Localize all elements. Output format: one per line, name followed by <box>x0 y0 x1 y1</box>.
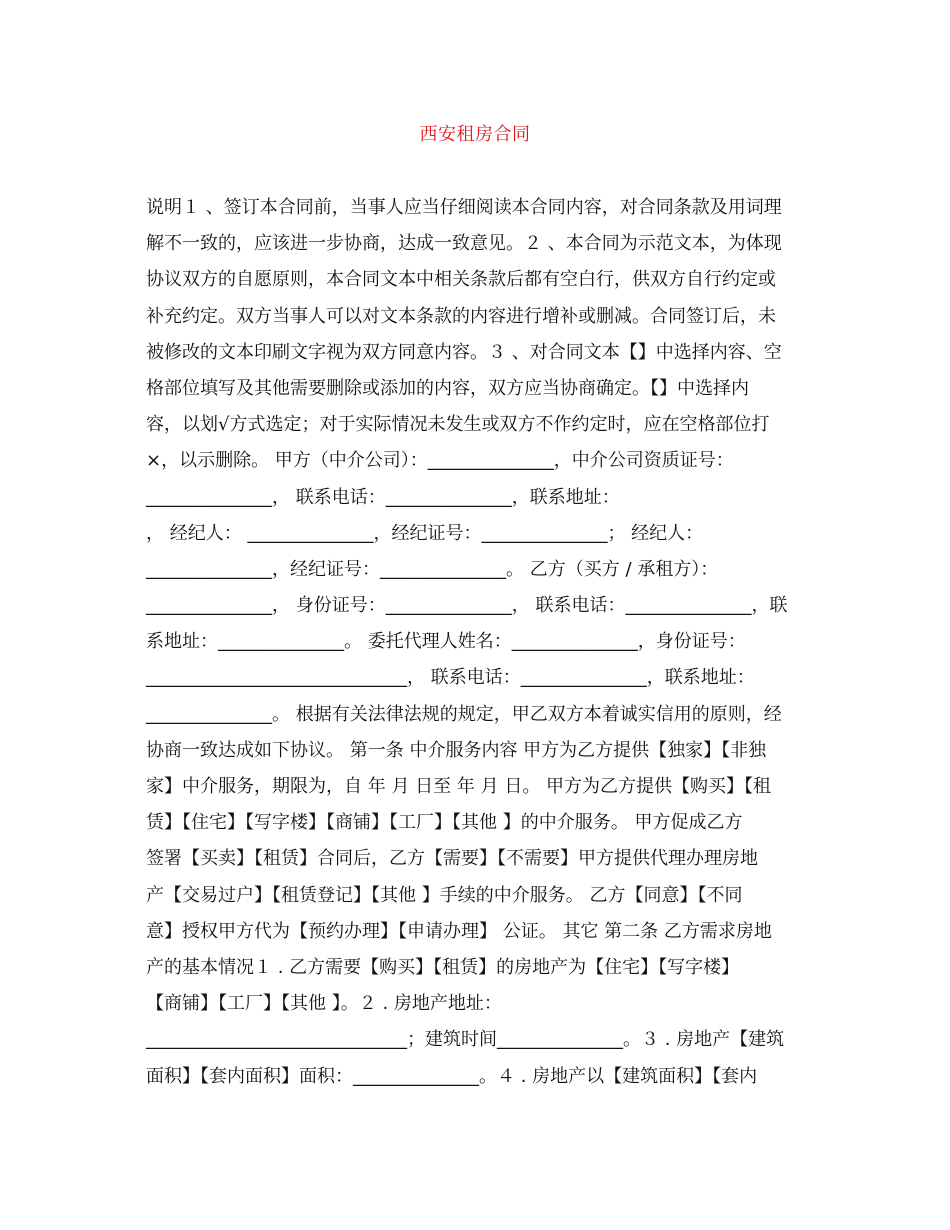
body-line: 协商一致达成如下协议。 第一条 中介服务内容 甲方为乙方提供【独家】【非独 <box>146 739 767 761</box>
body-line: 被修改的文本印刷文字视为双方同意内容。３ 、对合同文本【】中选择内容、空 <box>146 341 782 363</box>
body-line: 面积】【套内面积】面积：______________。４ . 房地产以【建筑面积】【套内 <box>146 1065 758 1087</box>
body-line: 赁】【住宅】【写字楼】【商铺】【工厂】【其他 】的中介服务。 甲方促成乙方 <box>146 812 743 834</box>
body-line: ， 经纪人： ______________，经纪证号：______________； 经纪人： <box>146 522 704 544</box>
body-line: ______________，经纪证号：______________。 乙方（买方 / 承租方）： <box>146 558 719 580</box>
contract-body <box>146 190 806 1095</box>
body-line: 意】授权甲方代为【预约办理】【申请办理】 公证。 其它 第二条 乙方需求房地 <box>146 920 772 942</box>
body-line: 补充约定。双方当事人可以对文本条款的内容进行增补或删减。合同签订后，未 <box>146 305 776 327</box>
document-title: 西安租房合同 <box>419 124 531 145</box>
body-line: 解不一致的，应该进一步协商，达成一致意见。２ 、本合同为示范文本，为体现 <box>146 233 782 255</box>
body-line: ______________。 根据有关法律法规的规定，甲乙双方本着诚实信用的原则，经 <box>146 703 782 725</box>
body-line: _____________________________， 联系电话：______________，联系地址： <box>146 667 755 689</box>
body-line: ______________， 联系电话：______________，联系地址： <box>146 486 620 508</box>
body-line: _____________________________；建筑时间______________。３ . 房地产【建筑 <box>146 1029 785 1051</box>
body-line: 格部位填写及其他需要删除或添加的内容，双方应当协商确定。【】中选择内 <box>146 377 749 399</box>
body-line: 说明１ 、签订本合同前，当事人应当仔细阅读本合同内容，对合同条款及用词理 <box>146 197 782 218</box>
body-line: 协议双方的自愿原则，本合同文本中相关条款后都有空白行，供双方自行约定或 <box>146 269 776 291</box>
body-line: 签署【买卖】【租赁】合同后，乙方【需要】【不需要】甲方提供代理办理房地 <box>146 848 758 870</box>
body-line: 【商铺】【工厂】【其他 】。２ . 房地产地址： <box>146 993 502 1015</box>
body-line: ×，以示删除。 甲方（中介公司）：______________，中介公司资质证号： <box>146 450 734 472</box>
body-line: 容，以划√方式选定；对于实际情况未发生或双方不作约定时，应在空格部位打 <box>146 414 770 436</box>
body-line: 产【交易过户】【租赁登记】【其他 】手续的中介服务。 乙方【同意】【不同 <box>146 884 743 906</box>
body-line: 系地址：______________。 委托代理人姓名：______________，身份证号： <box>146 631 746 653</box>
body-line: 产的基本情况１ . 乙方需要【购买】【租赁】的房地产为【住宅】【写字楼】 <box>146 956 740 978</box>
body-line: ______________， 身份证号：______________， 联系电话：______________，联 <box>146 595 788 617</box>
body-line: 家】中介服务，期限为，自 年 月 日至 年 月 日。 甲方为乙方提供【购买】【租 <box>146 776 772 797</box>
